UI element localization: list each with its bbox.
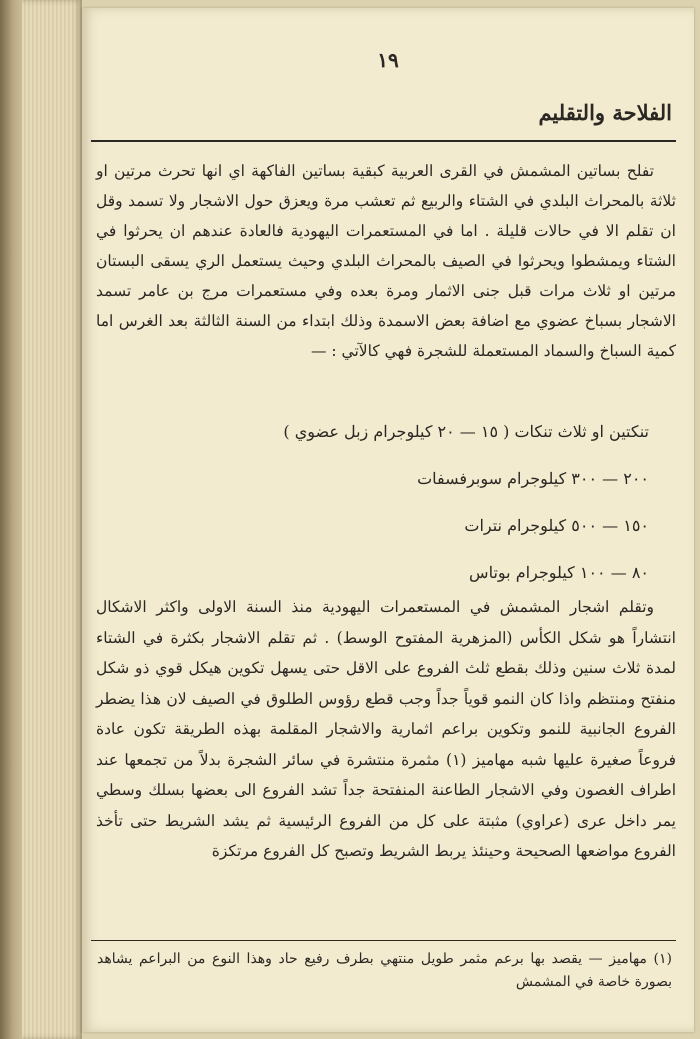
page-number: ١٩ bbox=[377, 48, 399, 72]
running-heading: الفلاحة والتقليم bbox=[538, 100, 672, 125]
paragraph-1: تفلح بساتين المشمش في القرى العربية كبقية بساتين الفاكهة اي انها تحرث مرتين او ثلاثة بالمحراث البلدي في الشتاء والربيع ثم تعشب مرة ويعزق حول الاشجار ولا تسمد وقل ان تقلم الا في حالات قليلة . اما في المستعمرات اليهودية فالعادة عندهم ان يحرثوا في الشتاء ويمشطوا ويحرثوا في الصيف بالمحراث البلدي وحيث يستعمل الري يسقى البستان مرتين او ثلاث مرات قبل جنى الاثمار ومرة بعده وفي مستعمرات مرج بن عامر تسمد الاشجار بسباخ عضوي مع اضافة بعض الاسمدة وذلك ابتداء من السنة الثالثة بعد الغرس اما كمية السباخ والسماد المستعملة للشجرة فهي كالآتي : — bbox=[96, 162, 676, 360]
header-rule bbox=[91, 140, 676, 142]
book-page bbox=[82, 8, 694, 1032]
paragraph-cultivation bbox=[96, 156, 676, 366]
paragraph-pruning bbox=[96, 592, 676, 867]
list-item: ٢٠٠ — ٣٠٠ كيلوجرام سوبرفسفات bbox=[417, 469, 649, 488]
book-spine bbox=[0, 0, 22, 1039]
list-item: تنكتين او ثلاث تنكات ( ١٥ — ٢٠ كيلوجرام زبل عضوي ) bbox=[283, 422, 649, 441]
footnote: (١) مهاميز — يقصد بها برعم مثمر طويل منتهي بطرف رفيع حاد وهذا النوع من البراعم يشاهد بصورة خاصة في المشمش bbox=[97, 951, 672, 990]
page-edges bbox=[22, 0, 82, 1039]
paragraph-2: وتقلم اشجار المشمش في المستعمرات اليهودية منذ السنة الاولى واكثر الاشكال انتشاراً هو شكل الكأس (المزهرية المفتوح الوسط) . ثم تقلم الاشجار بكثرة في الشتاء لمدة ثلاث سنين وذلك بقطع ثلث الفروع على الاقل حتى يسهل تكوين هيكل قوي ذو شكل منفتح ومنتظم واذا كان النمو قوياً جداً وجب قطع رؤوس الطلوق في الصيف لان هذا يضطر الفروع الجانبية للنمو وتكوين براعم اثمارية والاشجار المقلمة بهذه الطريقة تكون عادة فروعاً صغيرة عليها شبه مهاميز (١) مثمرة منتشرة في سائر الشجرة بدلاً من تجمعها عند اطراف الغصون وفي الاشجار الطاعنة المنفتحة جداً تشد الفروع الى بعضها بسلك وسطي يمر داخل عرى (عراوي) مثبتة على كل من الفروع الرئيسية ثم يشد الشريط حتى تأخذ الفروع مواضعها الصحيحة وحينئذ يربط الشريط وتصبح كل الفروع مرتكزة bbox=[96, 598, 676, 860]
list-item: ١٥٠ — ٥٠٠ كيلوجرام نترات bbox=[464, 516, 649, 535]
list-item: ٨٠ — ١٠٠ كيلوجرام بوتاس bbox=[469, 563, 649, 582]
fertilizer-list bbox=[109, 408, 649, 596]
footnote-rule bbox=[91, 940, 676, 941]
